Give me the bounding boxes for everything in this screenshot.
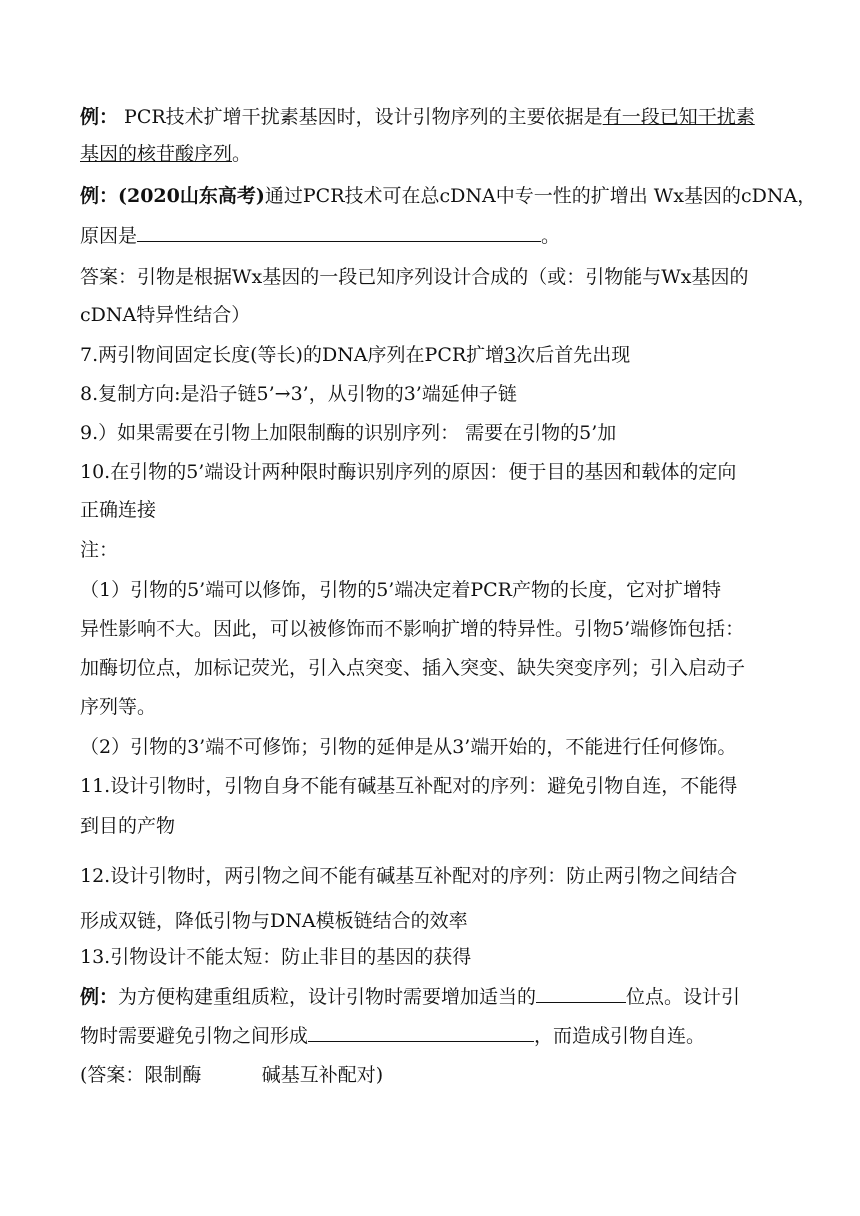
- example3-line2: 物时需要避免引物之间形成 ，而造成引物自连。: [80, 1025, 706, 1047]
- example3-answer: (答案：限制酶 碱基互补配对): [80, 1064, 384, 1086]
- note-p1-line4: 序列等。: [80, 696, 157, 718]
- note-label: 注：: [80, 539, 119, 561]
- example-label: 例：(2020山东高考): [80, 185, 265, 207]
- example1-line1: [80, 105, 800, 129]
- answer-blank: [308, 1024, 534, 1042]
- example1-answer-part1: 有一段已知干扰素: [602, 106, 755, 128]
- item-10-line1: 10.在引物的5’端设计两种限时酶识别序列的原因：便于目的基因和载体的定向: [80, 461, 737, 483]
- item-11-line1: 11.设计引物时，引物自身不能有碱基互补配对的序列：避免引物自连，不能得: [80, 775, 738, 797]
- item-9: 9.）如果需要在引物上加限制酶的识别序列： 需要在引物的5’加: [80, 422, 617, 444]
- item-12-line2: 形成双链，降低引物与DNA模板链结合的效率: [80, 910, 468, 932]
- example3-line1: 例：为方便构建重组质粒，设计引物时需要增加适当的 位点。设计引: [80, 986, 741, 1008]
- note-p1-line2: 异性影响不大。因此，可以被修饰而不影响扩增的特异性。引物5’端修饰包括：: [80, 618, 745, 640]
- example1-line2: 基因的核苷酸序列。: [80, 143, 252, 165]
- note-p1-line1: （1）引物的5’端可以修饰，引物的5’端决定着PCR产物的长度，它对扩增特: [80, 579, 721, 601]
- item7-number: 3: [504, 344, 517, 366]
- example2-question: 通过PCR技术可在总cDNA中专一性的扩增出 Wx基因的cDNA，: [264, 185, 817, 207]
- item-12-line1: 12.设计引物时，两引物之间不能有碱基互补配对的序列：防止两引物之间结合: [80, 865, 738, 887]
- example1-answer-part2: 基因的核苷酸序列: [80, 143, 233, 165]
- example2-line2: 原因是 。: [80, 225, 561, 247]
- item-7: 7.两引物间固定长度(等长)的DNA序列在PCR扩增3次后首先出现: [80, 344, 631, 366]
- example-label: 例：: [80, 106, 119, 128]
- answer-blank: [137, 224, 541, 242]
- item-10-line2: 正确连接: [80, 499, 157, 521]
- item-13: 13.引物设计不能太短：防止非目的基因的获得: [80, 946, 472, 968]
- item-11-line2: 到目的产物: [80, 815, 176, 837]
- example1-question: PCR技术扩增干扰素基因时，设计引物序列的主要依据是: [118, 106, 603, 128]
- example-label: 例：: [80, 986, 119, 1008]
- answer-blank: [536, 985, 626, 1003]
- note-p1-line3: 加酶切位点，加标记荧光，引入点突变、插入突变、缺失突变序列；引入启动子: [80, 657, 746, 679]
- answer2-line2: cDNA特异性结合）: [80, 304, 251, 326]
- example2-line1: [80, 184, 817, 208]
- answer2-line1: 答案：引物是根据Wx基因的一段已知序列设计合成的（或：引物能与Wx基因的: [80, 266, 749, 288]
- item-8: 8.复制方向:是沿子链5’→3’，从引物的3’端延伸子链: [80, 383, 517, 405]
- note-p2: （2）引物的3’端不可修饰；引物的延伸是从3’端开始的，不能进行任何修饰。: [80, 736, 737, 758]
